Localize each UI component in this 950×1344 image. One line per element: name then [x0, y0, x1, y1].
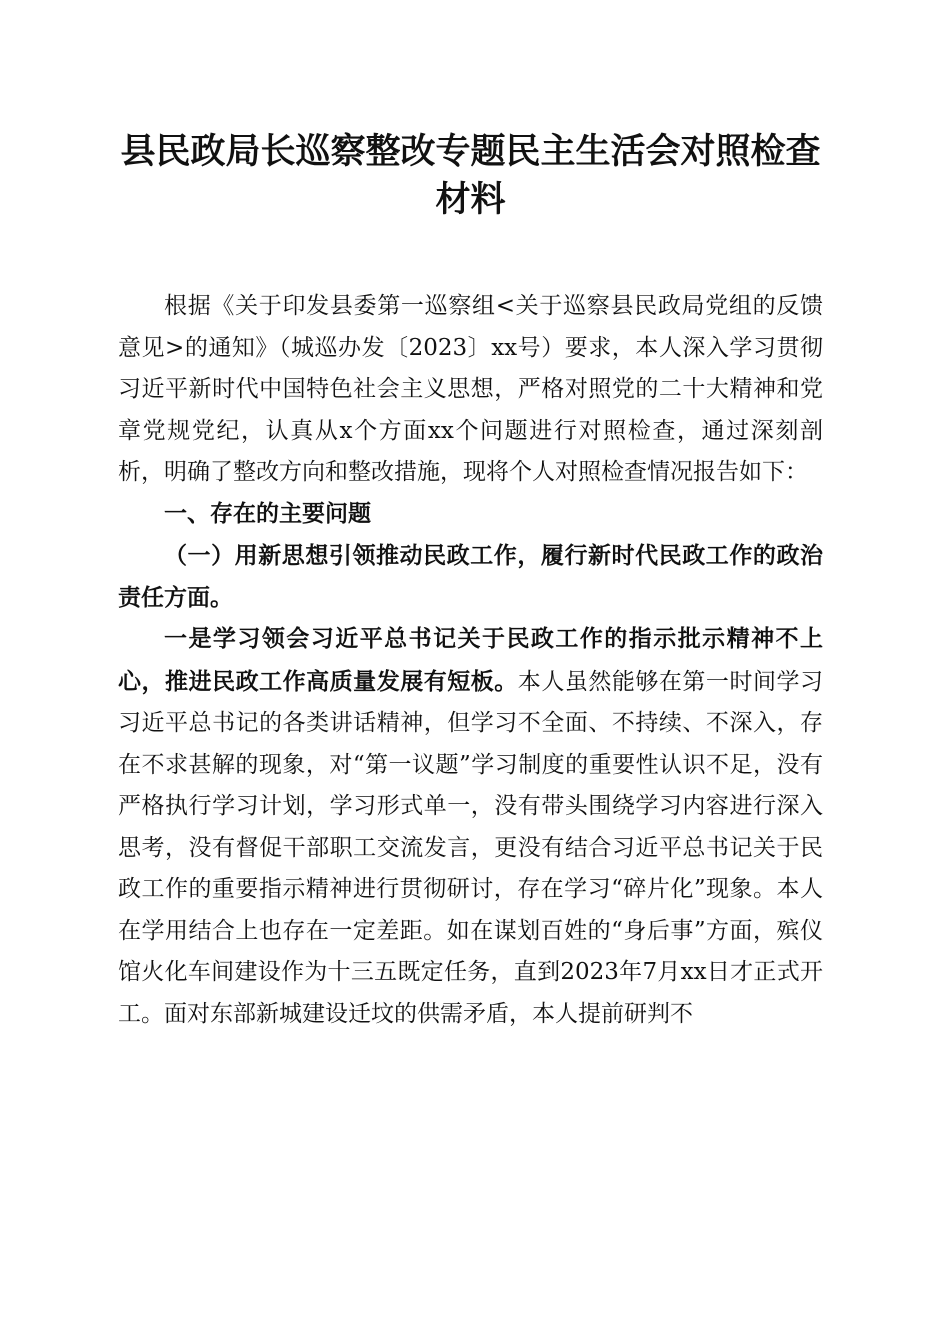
point-paragraph	[118, 618, 823, 1035]
intro-paragraph: 根据《关于印发县委第一巡察组<关于巡察县民政局党组的反馈意见>的通知》（城巡办发〔2023〕xx号）要求，本人深入学习贯彻习近平新时代中国特色社会主义思想，严格对照党的二十大精神和党章党规党纪，认真从x个方面xx个问题进行对照检查，通过深刻剖析，明确了整改方向和整改措施，现将个人对照检查情况报告如下：	[118, 293, 823, 485]
point-lead: 一是学习领会习近平总书记关于民政工作的指示批示精神不上心，推进民政工作高质量发展有短板。	[118, 625, 823, 695]
title-line-2: 材料	[435, 179, 506, 220]
document-page	[118, 128, 823, 1035]
point-body: 本人虽然能够在第一时间学习习近平总书记的各类讲话精神，但学习不全面、不持续、不深入，存在不求甚解的现象，对“第一议题”学习制度的重要性认识不足，没有严格执行学习计划，学习形式单一，没有带头围绕学习内容进行深入思考，没有督促干部职工交流发言，更没有结合习近平总书记关于民政工作的重要指示精神进行贯彻研讨，存在学习“碎片化”现象。本人在学用结合上也存在一定差距。如在谋划百姓的“身后事”方面，殡仪馆火化车间建设作为十三五既定任务，直到2023年7月xx日才正式开工。面对东部新城建设迁坟的供需矛盾，本人提前研判不	[118, 668, 824, 1027]
section-heading: 一、存在的主要问题	[164, 500, 371, 527]
title-line-1: 县民政局长巡察整改专题民主生活会对照检查	[120, 131, 821, 172]
document-body	[118, 286, 823, 1035]
subsection-heading: （一）用新思想引领推动民政工作，履行新时代民政工作的政治责任方面。	[118, 542, 823, 611]
document-title	[118, 128, 823, 224]
